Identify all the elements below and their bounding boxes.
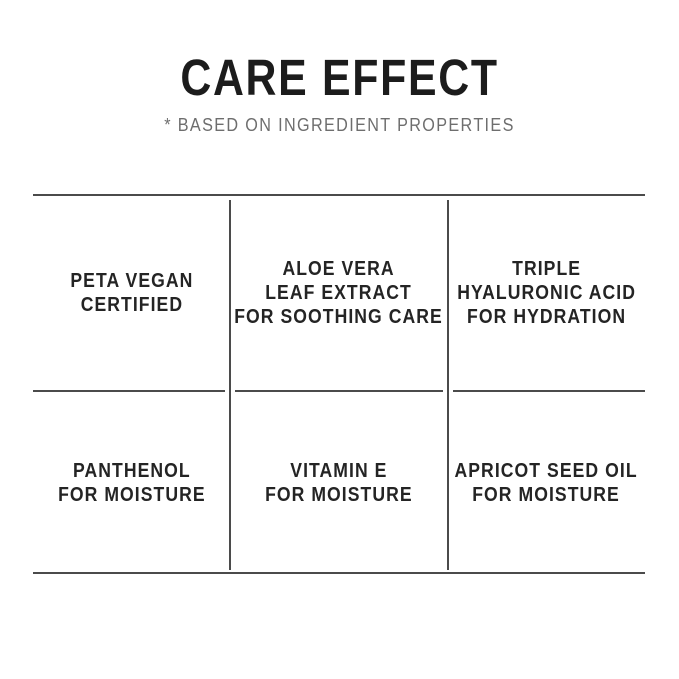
cell-text: [235, 257, 444, 329]
cell-line: ALOE VERA: [282, 258, 396, 280]
cell-line: APRICOT SEED OIL: [454, 459, 639, 482]
cell-triple-hyaluronic-acid: [448, 195, 645, 391]
page-subtitle-disclaimer: * BASED ON INGREDIENT PROPERTIES: [164, 115, 515, 135]
cell-line: VITAMIN E: [290, 459, 388, 482]
table-top-rule: [33, 194, 645, 196]
table-middle-rule-left: [33, 390, 225, 392]
table-column-divider-left: [229, 200, 231, 570]
cell-panthenol: [33, 391, 230, 574]
cell-text: [457, 257, 636, 329]
cell-line: TRIPLE: [512, 258, 581, 280]
table-bottom-rule: [33, 572, 645, 574]
care-effect-table: [33, 195, 645, 574]
cell-line: PETA VEGAN: [69, 270, 194, 292]
table-column-divider-right: [447, 200, 449, 570]
cell-text: [58, 459, 206, 507]
cell-line: LEAF EXTRACT: [265, 282, 413, 304]
cell-apricot-seed-oil: [448, 391, 645, 574]
cell-text: [265, 459, 413, 507]
cell-line: PANTHENOL: [72, 459, 191, 482]
care-effect-grid: [33, 195, 645, 574]
cell-aloe-vera-leaf-extract: [230, 195, 448, 391]
cell-peta-vegan-certified: [33, 195, 230, 391]
cell-line: FOR MOISTURE: [472, 483, 621, 506]
cell-line: HYALURONIC ACID: [457, 282, 636, 304]
cell-text: [70, 269, 193, 317]
cell-line: FOR HYDRATION: [466, 306, 627, 328]
cell-text: [455, 459, 638, 507]
cell-line: CERTIFIED: [80, 294, 183, 316]
cell-line: FOR SOOTHING CARE: [234, 306, 444, 328]
cell-line: FOR MOISTURE: [57, 483, 206, 506]
table-middle-rule-right: [453, 390, 645, 392]
cell-vitamin-e: [230, 391, 448, 574]
page-title: CARE EFFECT: [180, 49, 499, 106]
cell-line: FOR MOISTURE: [265, 483, 413, 506]
table-middle-rule-center: [235, 390, 443, 392]
